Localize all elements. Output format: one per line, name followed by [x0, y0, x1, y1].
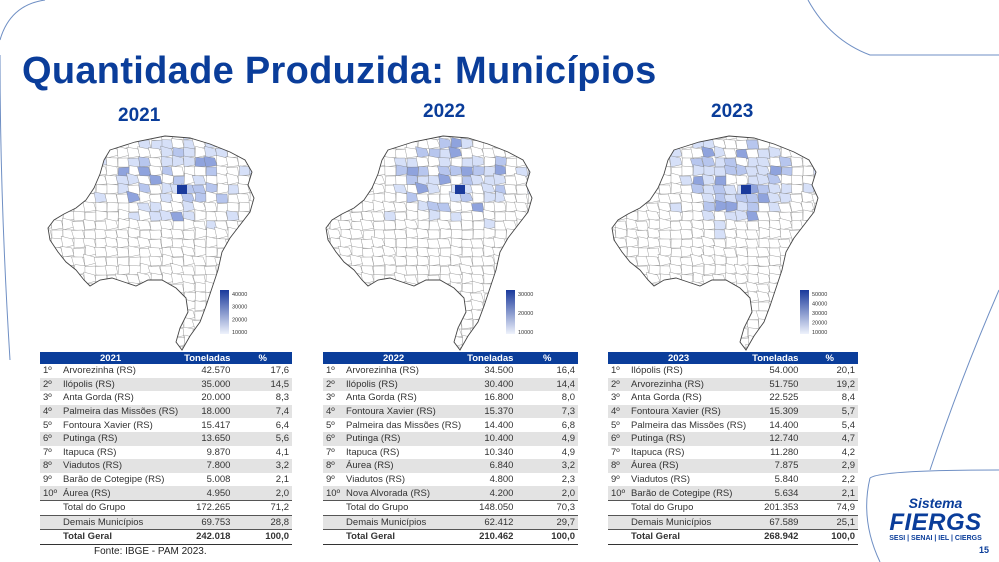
- rank: 5º: [611, 419, 620, 431]
- legend-tick: 10000: [232, 330, 248, 336]
- table-row: [40, 364, 292, 378]
- logo-line3: SESI | SENAI | IEL | CIERGS: [889, 535, 982, 542]
- pct: 7,4: [233, 405, 292, 419]
- table-row: [40, 486, 292, 500]
- table-row: [608, 459, 858, 473]
- pct: 6,4: [275, 419, 289, 431]
- table-2021: [40, 352, 292, 545]
- rank: 8º: [608, 459, 628, 473]
- others-row: [608, 515, 858, 530]
- tons: 69.753: [181, 515, 233, 530]
- top-municipality: [741, 185, 751, 194]
- pct: 4,1: [275, 446, 289, 458]
- municipality: Itapuca (RS): [631, 446, 685, 458]
- pct: 2,9: [801, 459, 858, 473]
- municipality: Ilópolis (RS): [343, 378, 464, 392]
- municipality: Palmeira das Missões (RS): [631, 419, 747, 431]
- pct: 8,3: [275, 392, 289, 404]
- table-row: [40, 432, 292, 446]
- tons: 7.875: [749, 459, 801, 473]
- rank: 8º: [40, 459, 60, 473]
- tons: 172.265: [181, 500, 233, 515]
- rank: 2º: [608, 378, 628, 392]
- pct: 25,1: [801, 515, 858, 530]
- municipality: Áurea (RS): [628, 459, 749, 473]
- rank: 7º: [43, 446, 52, 458]
- rank: 7º: [326, 446, 335, 458]
- grand-total-row: [40, 530, 292, 545]
- municipality: Putinga (RS): [60, 432, 181, 446]
- rank: 6º: [608, 432, 628, 446]
- pct: 4,9: [516, 432, 578, 446]
- municipality: Fontoura Xavier (RS): [63, 419, 153, 431]
- others-row: [323, 515, 578, 530]
- rank: 2º: [40, 378, 60, 392]
- table-row: [323, 473, 578, 487]
- col-tons: Toneladas: [464, 352, 516, 364]
- pct: 2,2: [841, 474, 855, 486]
- municipality: Arvorezinha (RS): [346, 365, 419, 377]
- pct: 3,2: [233, 459, 292, 473]
- table-row: [608, 418, 858, 432]
- col-tons: Toneladas: [181, 352, 233, 364]
- pct: 2,3: [561, 474, 575, 486]
- pct: 100,0: [801, 530, 858, 545]
- pct: 16,4: [556, 365, 575, 377]
- year-label-2021: 2021: [118, 105, 161, 126]
- pct: 7,3: [516, 405, 578, 419]
- tons: 148.050: [464, 500, 516, 515]
- pct: 14,5: [233, 378, 292, 392]
- grand-total-row: [608, 530, 858, 545]
- tons: 54.000: [769, 365, 799, 377]
- pct: 100,0: [516, 530, 578, 545]
- col-pct: %: [233, 352, 292, 364]
- others-row: [40, 515, 292, 530]
- table-2022: [323, 352, 578, 545]
- tons: 67.589: [749, 515, 801, 530]
- rank: 9º: [326, 474, 335, 486]
- tons: 15.417: [201, 419, 231, 431]
- label: Demais Municípios: [628, 515, 749, 530]
- table-row: [323, 459, 578, 473]
- legend-tick: 20000: [812, 320, 828, 327]
- table-row: [608, 405, 858, 419]
- tons: 15.370: [464, 405, 516, 419]
- tons: 242.018: [181, 530, 233, 545]
- rank: 3º: [326, 392, 335, 404]
- rank: 3º: [611, 392, 620, 404]
- table-header-row: [608, 352, 858, 364]
- municipality: Arvorezinha (RS): [628, 378, 749, 392]
- source-note: Fonte: IBGE - PAM 2023.: [94, 546, 207, 557]
- legend-bar: [220, 290, 229, 334]
- tons: 51.750: [749, 378, 801, 392]
- table-row: [608, 378, 858, 392]
- label: Total Geral: [343, 530, 464, 545]
- pct: 20,1: [836, 365, 855, 377]
- pct: 2,0: [233, 486, 292, 500]
- tons: 210.462: [464, 530, 516, 545]
- top-municipality: [177, 185, 187, 194]
- table-row: [608, 486, 858, 500]
- rank: 1º: [43, 365, 52, 377]
- table-row: [323, 418, 578, 432]
- municipality: Ilópolis (RS): [60, 378, 181, 392]
- tons: 5.840: [774, 474, 799, 486]
- tons: 13.650: [181, 432, 233, 446]
- label: Total do Grupo: [60, 500, 181, 515]
- tons: 12.740: [749, 432, 801, 446]
- table-row: [323, 364, 578, 378]
- rank: 4º: [608, 405, 628, 419]
- pct: 14,4: [516, 378, 578, 392]
- tons: 5.634: [749, 486, 801, 500]
- rank: 9º: [43, 474, 52, 486]
- table-row: [608, 391, 858, 405]
- rank: 4º: [323, 405, 343, 419]
- legend-tick: 50000: [812, 292, 828, 298]
- tons: 16.800: [484, 392, 514, 404]
- pct: 5,7: [801, 405, 858, 419]
- label: Total do Grupo: [343, 500, 464, 515]
- pct: 5,6: [233, 432, 292, 446]
- municipality: Palmeira das Missões (RS): [60, 405, 181, 419]
- table-header-row: [40, 352, 292, 364]
- tons: 4.200: [464, 486, 516, 500]
- table-row: [40, 459, 292, 473]
- rank: 6º: [323, 432, 343, 446]
- municipality: Ilópolis (RS): [631, 365, 683, 377]
- tons: 10.340: [484, 446, 514, 458]
- municipality: Barão de Cotegipe (RS): [628, 486, 749, 500]
- pct: 28,8: [233, 515, 292, 530]
- rank: 2º: [323, 378, 343, 392]
- logo-line1: Sistema: [908, 495, 963, 511]
- municipality: Viadutos (RS): [631, 474, 691, 486]
- fiergs-logo: [888, 495, 983, 542]
- label: Demais Municípios: [343, 515, 464, 530]
- page-number: 15: [979, 545, 990, 555]
- tons: 42.570: [201, 365, 231, 377]
- col-pct: %: [516, 352, 578, 364]
- rank: 10º: [608, 486, 628, 500]
- table-row: [323, 405, 578, 419]
- page-title: Quantidade Produzida: Municípios: [22, 50, 657, 92]
- col-year: 2023: [608, 352, 749, 364]
- pct: 8,4: [841, 392, 855, 404]
- rank: 5º: [326, 419, 335, 431]
- label: Demais Municípios: [60, 515, 181, 530]
- map-legend: [800, 290, 827, 336]
- tons: 14.400: [769, 419, 799, 431]
- rank: 10º: [40, 486, 60, 500]
- tons: 34.500: [484, 365, 514, 377]
- col-pct: %: [801, 352, 858, 364]
- tons: 201.353: [749, 500, 801, 515]
- col-tons: Toneladas: [749, 352, 801, 364]
- municipality: Itapuca (RS): [346, 446, 400, 458]
- pct: 2,1: [275, 474, 289, 486]
- pct: 5,4: [841, 419, 855, 431]
- tons: 30.400: [464, 378, 516, 392]
- rank: 9º: [611, 474, 620, 486]
- legend-tick: 20000: [232, 317, 248, 324]
- municipality: Nova Alvorada (RS): [343, 486, 464, 500]
- pct: 100,0: [233, 530, 292, 545]
- table-row: [323, 446, 578, 460]
- pct: 17,6: [270, 365, 289, 377]
- map-legend: [506, 290, 533, 336]
- tons: 14.400: [484, 419, 514, 431]
- table-row: [40, 378, 292, 392]
- rank: 4º: [40, 405, 60, 419]
- table-row: [608, 364, 858, 378]
- table-row: [40, 446, 292, 460]
- table-row: [40, 418, 292, 432]
- municipality: Arvorezinha (RS): [63, 365, 136, 377]
- pct: 4,7: [801, 432, 858, 446]
- label: Total do Grupo: [628, 500, 749, 515]
- legend-tick: 40000: [812, 301, 828, 308]
- col-year: 2022: [323, 352, 464, 364]
- rank: 5º: [43, 419, 52, 431]
- pct: 70,3: [516, 500, 578, 515]
- pct: 3,2: [516, 459, 578, 473]
- grand-total-row: [323, 530, 578, 545]
- rank: 10º: [323, 486, 343, 500]
- rank: 1º: [611, 365, 620, 377]
- tons: 18.000: [181, 405, 233, 419]
- rank: 8º: [323, 459, 343, 473]
- top-municipality: [455, 185, 465, 194]
- tons: 10.400: [464, 432, 516, 446]
- tons: 9.870: [206, 446, 231, 458]
- label: Total Geral: [628, 530, 749, 545]
- table-row: [40, 405, 292, 419]
- legend-tick: 30000: [232, 304, 248, 311]
- municipality: Anta Gorda (RS): [631, 392, 702, 404]
- year-label-2023: 2023: [711, 101, 754, 122]
- rank: 7º: [611, 446, 620, 458]
- tons: 11.280: [770, 446, 799, 458]
- map-2022: [318, 130, 573, 355]
- table-row: [608, 432, 858, 446]
- pct: 74,9: [801, 500, 858, 515]
- pct: 6,8: [561, 419, 575, 431]
- table-row: [608, 473, 858, 487]
- tons: 62.412: [464, 515, 516, 530]
- logo-line2: FIERGS: [889, 509, 982, 536]
- pct: 2,0: [516, 486, 578, 500]
- tons: 268.942: [749, 530, 801, 545]
- pct: 71,2: [233, 500, 292, 515]
- map-legend: [220, 290, 247, 336]
- legend-tick: 30000: [812, 311, 828, 317]
- municipality: Barão de Cotegipe (RS): [63, 474, 165, 486]
- total-row: [323, 500, 578, 515]
- tons: 20.000: [201, 392, 231, 404]
- rank: 3º: [43, 392, 52, 404]
- legend-bar: [800, 290, 809, 334]
- pct: 2,1: [801, 486, 858, 500]
- total-row: [608, 500, 858, 515]
- legend-bar: [506, 290, 515, 334]
- pct: 29,7: [516, 515, 578, 530]
- tons: 5.008: [206, 474, 231, 486]
- municipality: Fontoura Xavier (RS): [628, 405, 749, 419]
- year-label-2022: 2022: [423, 101, 466, 122]
- col-year: 2021: [40, 352, 181, 364]
- tons: 15.309: [749, 405, 801, 419]
- municipality: Itapuca (RS): [63, 446, 117, 458]
- legend-tick: 30000: [518, 292, 534, 298]
- municipality: Putinga (RS): [343, 432, 464, 446]
- municipality: Putinga (RS): [628, 432, 749, 446]
- municipality: Viadutos (RS): [60, 459, 181, 473]
- legend-tick: 10000: [518, 330, 534, 336]
- municipality: Áurea (RS): [60, 486, 181, 500]
- tons: 22.525: [769, 392, 799, 404]
- pct: 8,0: [561, 392, 575, 404]
- municipality: Fontoura Xavier (RS): [343, 405, 464, 419]
- municipality: Áurea (RS): [343, 459, 464, 473]
- pct: 19,2: [801, 378, 858, 392]
- tons: 7.800: [181, 459, 233, 473]
- pct: 4,9: [561, 446, 575, 458]
- table-2023: [608, 352, 858, 545]
- table-row: [40, 391, 292, 405]
- tons: 35.000: [181, 378, 233, 392]
- tons: 4.800: [489, 474, 514, 486]
- label: Total Geral: [60, 530, 181, 545]
- table-row: [608, 446, 858, 460]
- total-row: [40, 500, 292, 515]
- legend-tick: 40000: [232, 292, 248, 298]
- municipality: Palmeira das Missões (RS): [346, 419, 462, 431]
- table-row: [323, 432, 578, 446]
- rank: 6º: [40, 432, 60, 446]
- municipality: Anta Gorda (RS): [346, 392, 417, 404]
- map-2023: [604, 130, 859, 355]
- rank: 1º: [326, 365, 335, 377]
- legend-tick: 10000: [812, 330, 828, 336]
- tons: 6.840: [464, 459, 516, 473]
- table-header-row: [323, 352, 578, 364]
- table-row: [323, 391, 578, 405]
- tons: 4.950: [181, 486, 233, 500]
- municipality: Anta Gorda (RS): [63, 392, 134, 404]
- municipality: Viadutos (RS): [346, 474, 406, 486]
- legend-tick: 20000: [518, 311, 534, 317]
- map-2021: [40, 130, 295, 355]
- table-row: [40, 473, 292, 487]
- pct: 4,2: [841, 446, 855, 458]
- table-row: [323, 486, 578, 500]
- table-row: [323, 378, 578, 392]
